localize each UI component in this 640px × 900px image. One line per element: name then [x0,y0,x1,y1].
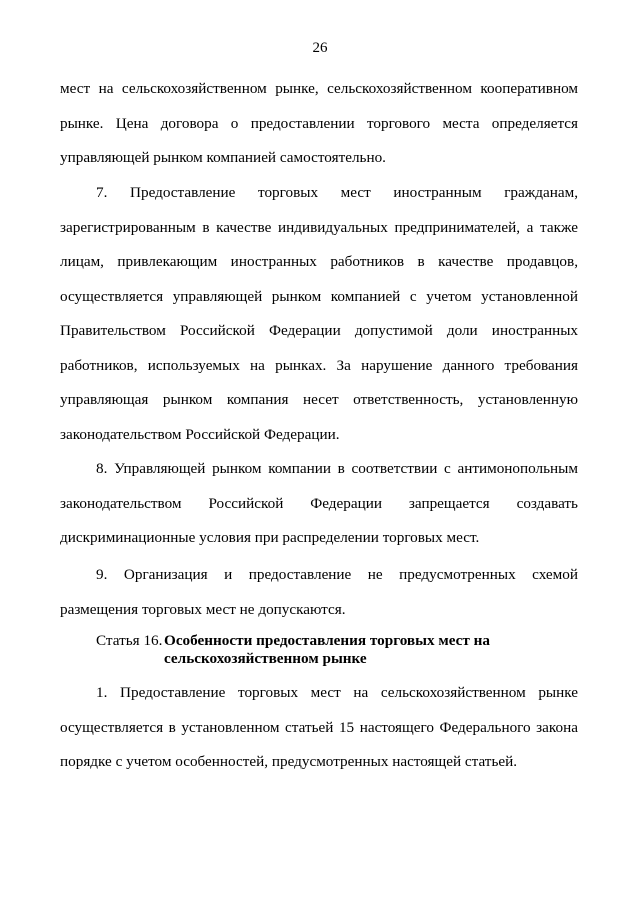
article-16-title: Особенности предоставления торговых мест на сельскохозяйственном рынке [164,632,490,667]
page-number: 26 [312,40,328,56]
paragraph-8: 8. Управляющей рынком компании в соответствии с антимонопольным законодательством Российской Федерации запрещается создавать дискриминационные условия при распределении торговых мест. [60,460,578,546]
paragraph-9: 9. Организация и предоставление не предусмотренных схемой размещения торговых мест не допускаются. [60,566,578,618]
paragraph-7: 7. Предоставление торговых мест иностранным гражданам, зарегистрированным в качестве индивидуальных предпринимателей, а также лицам, привлекающим иностранных работников в качестве продавцов, осуществляется управляющей рынком компанией с учетом установленной Правительством Российской Федерации допустимой доли иностранных работников, используемых на рынках. За нарушение данного требования управляющая рынком компания несет ответственность, установленную законодательством Российской Федерации. [60,184,578,443]
article-16-label: Статья 16. [96,632,163,649]
article-16-heading [96,632,576,668]
article-16-paragraph-1: 1. Предоставление торговых мест на сельскохозяйственном рынке осуществляется в установленном статьей 15 настоящего Федерального закона порядке с учетом особенностей, предусмотренных настоящей статьей. [60,684,578,770]
paragraph-continuation: мест на сельскохозяйственном рынке, сельскохозяйственном кооперативном рынке. Цена договора о предоставлении торгового места определяется управляющей рынком компанией самостоятельно. [60,80,578,166]
